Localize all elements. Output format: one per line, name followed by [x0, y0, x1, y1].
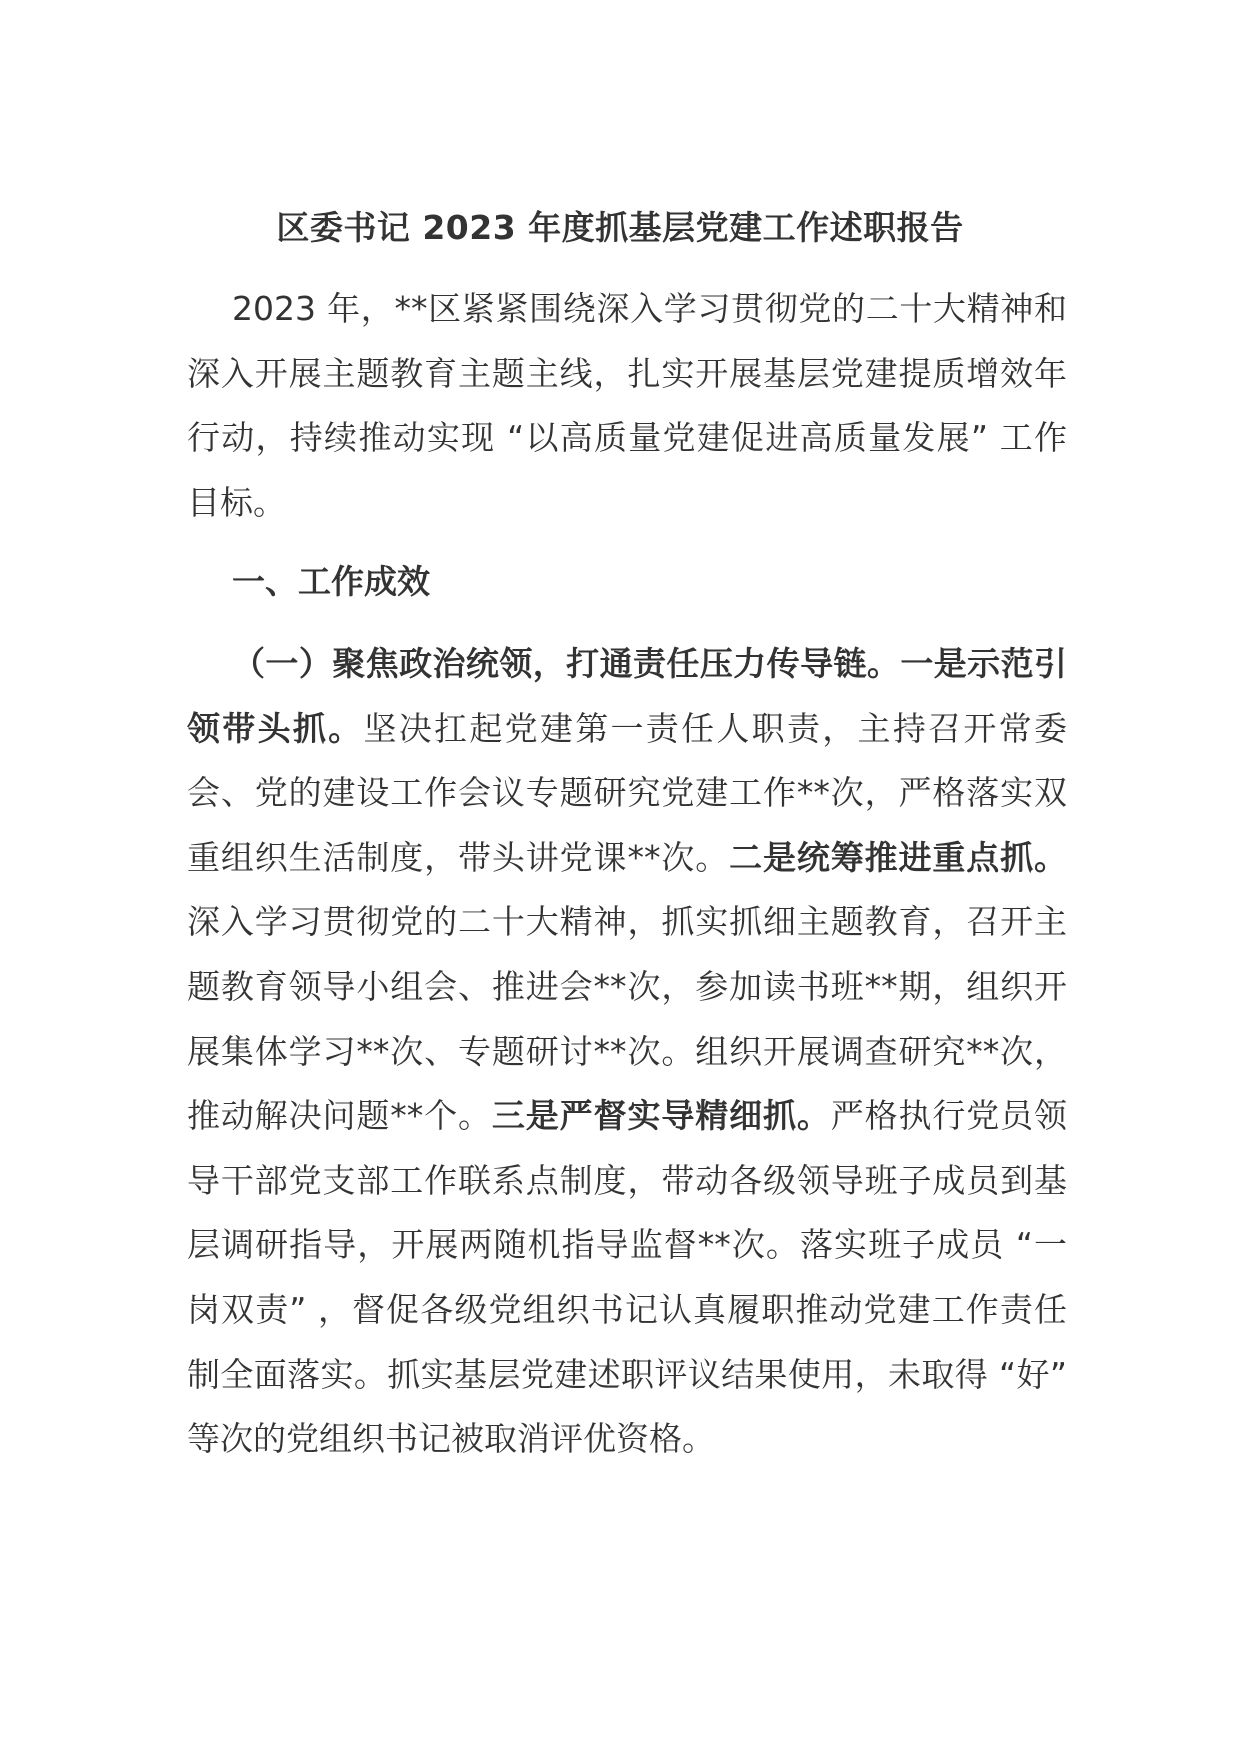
point-2-label: 二是统筹推进重点抓。 — [729, 837, 1068, 877]
point-3-label: 三是严督实导精细抓。 — [491, 1096, 831, 1136]
subsection-heading: （一）聚焦政治统领，打通责任压力传导链。 — [232, 644, 901, 683]
section-1-paragraph — [187, 632, 1067, 1472]
point-1-text: 坚决扛起党建第一责任人职责，主持召开常委会、党的建设工作会议专题研究党建工作**次，严格落实双重组织生活制度，带头讲党课**次。 — [187, 708, 1068, 877]
point-3-text: 严格执行党员领导干部党支部工作联系点制度，带动各级领导班子成员到基层调研指导，开展两随机指导监督**次。落实班子成员 “一岗双责” ，督促各级党组织书记认真履职推动党建工作责任制全面落实。抓实基层党建述职评议结果使用，未取得 “好” 等次的党组织书记被取消评优资格。 — [187, 1096, 1068, 1459]
section-heading-achievements: 一、工作成效 — [232, 562, 430, 601]
document-title: 区委书记 2023 年度抓基层党建工作述职报告 — [276, 208, 964, 247]
intro-paragraph: 2023 年，**区紧紧围绕深入学习贯彻党的二十大精神和深入开展主题教育主题主线，扎实开展基层党建提质增效年行动，持续推动实现 “以高质量党建促进高质量发展” 工作目标。 — [187, 289, 1067, 522]
point-1-label: 一是示范引领带头抓。 — [187, 644, 1068, 748]
point-2-text: 深入学习贯彻党的二十大精神，抓实抓细主题教育，召开主题教育领导小组会、推进会**次，参加读书班**期，组织开展集体学习**次、专题研讨**次。组织开展调查研究**次，推动解决问题**个。 — [187, 902, 1067, 1136]
